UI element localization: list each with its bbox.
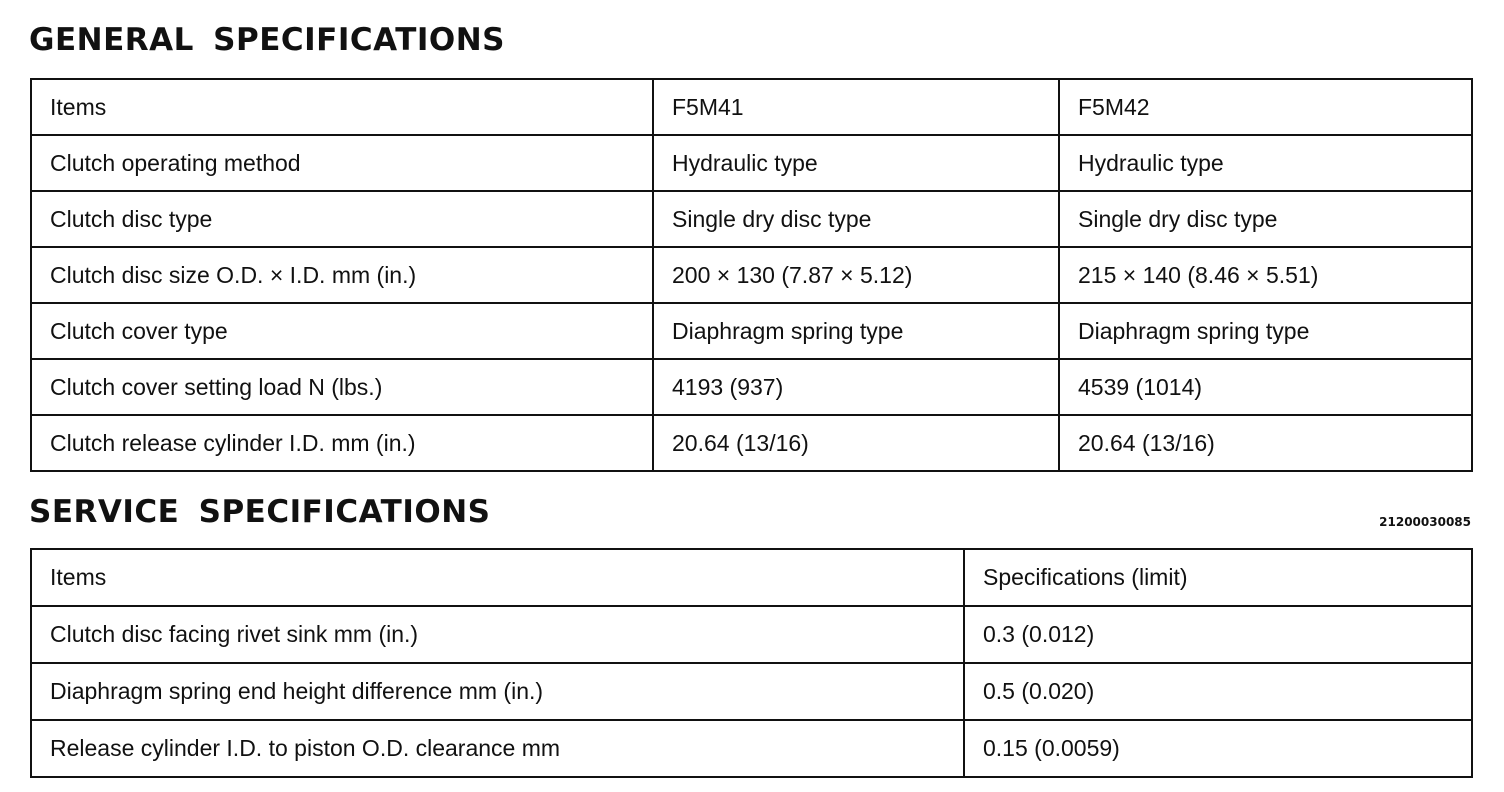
f5m41-value-cell: Single dry disc type [653, 191, 1059, 247]
table-row [31, 663, 1472, 720]
item-cell: Clutch cover type [31, 303, 653, 359]
table-row [31, 191, 1472, 247]
item-cell: Clutch cover setting load N (lbs.) [31, 359, 653, 415]
table-row [31, 303, 1472, 359]
limit-value-cell: 0.15 (0.0059) [964, 720, 1472, 777]
item-cell: Release cylinder I.D. to piston O.D. clearance mm [31, 720, 964, 777]
item-cell: Diaphragm spring end height difference mm (in.) [31, 663, 964, 720]
column-header-items: Items [31, 79, 653, 135]
f5m41-value-cell: Hydraulic type [653, 135, 1059, 191]
item-cell: Clutch operating method [31, 135, 653, 191]
document-code: 21200030085 [1379, 515, 1471, 529]
table-row [31, 359, 1472, 415]
f5m42-value-cell: 20.64 (13/16) [1059, 415, 1472, 471]
table-row [31, 135, 1472, 191]
service-specifications-table [30, 548, 1473, 778]
table-row [31, 247, 1472, 303]
item-cell: Clutch disc size O.D. × I.D. mm (in.) [31, 247, 653, 303]
limit-value-cell: 0.5 (0.020) [964, 663, 1472, 720]
f5m42-value-cell: Diaphragm spring type [1059, 303, 1472, 359]
service-specifications-heading: SERVICE SPECIFICATIONS [29, 494, 491, 530]
column-header-items: Items [31, 549, 964, 606]
column-header-f5m41: F5M41 [653, 79, 1059, 135]
f5m41-value-cell: 200 × 130 (7.87 × 5.12) [653, 247, 1059, 303]
column-header-f5m42: F5M42 [1059, 79, 1472, 135]
limit-value-cell: 0.3 (0.012) [964, 606, 1472, 663]
f5m42-value-cell: 4539 (1014) [1059, 359, 1472, 415]
f5m42-value-cell: Single dry disc type [1059, 191, 1472, 247]
item-cell: Clutch release cylinder I.D. mm (in.) [31, 415, 653, 471]
column-header-specifications: Specifications (limit) [964, 549, 1472, 606]
table-row [31, 606, 1472, 663]
general-specifications-table [30, 78, 1473, 472]
f5m42-value-cell: 215 × 140 (8.46 × 5.51) [1059, 247, 1472, 303]
table-header-row [31, 79, 1472, 135]
item-cell: Clutch disc facing rivet sink mm (in.) [31, 606, 964, 663]
f5m41-value-cell: Diaphragm spring type [653, 303, 1059, 359]
general-specifications-heading: GENERAL SPECIFICATIONS [29, 22, 506, 58]
f5m42-value-cell: Hydraulic type [1059, 135, 1472, 191]
table-header-row [31, 549, 1472, 606]
f5m41-value-cell: 4193 (937) [653, 359, 1059, 415]
table-row [31, 415, 1472, 471]
item-cell: Clutch disc type [31, 191, 653, 247]
table-row [31, 720, 1472, 777]
f5m41-value-cell: 20.64 (13/16) [653, 415, 1059, 471]
